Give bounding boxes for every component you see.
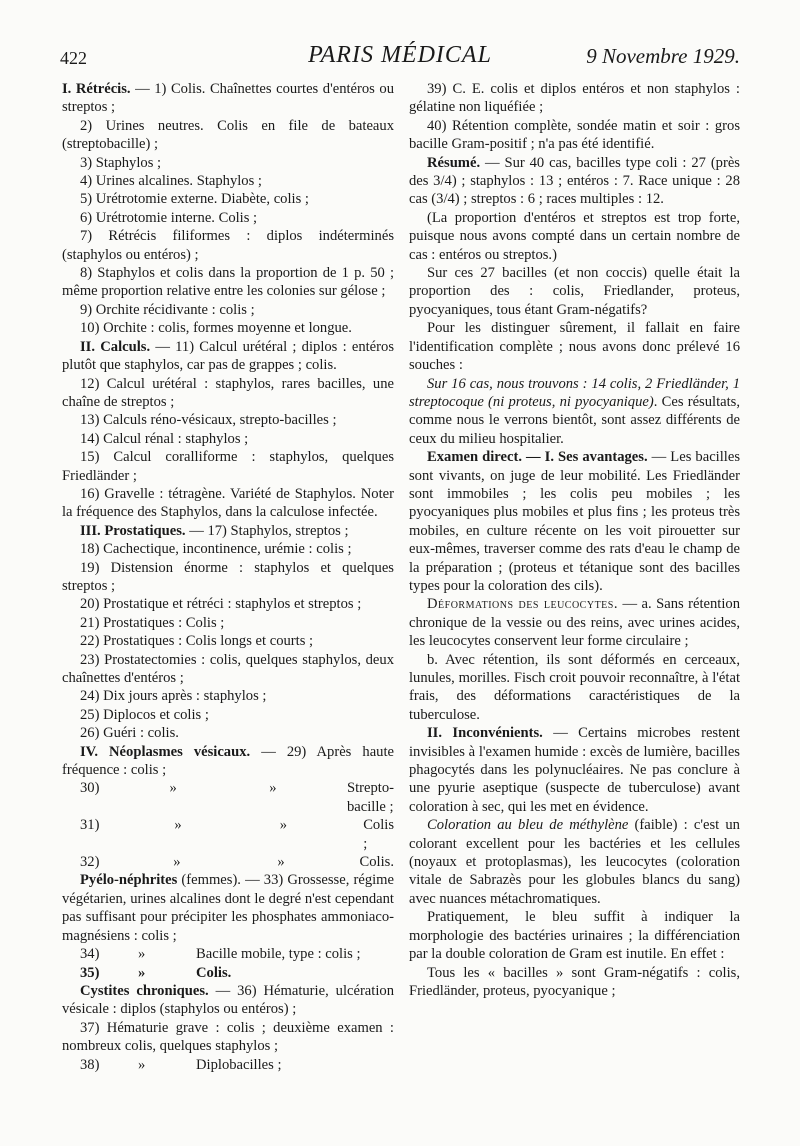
paragraph-text: (femmes). — 33) Grossesse, régime végétarien, urines alcalines dont le degré n'est cependant pas suffisant pour précipiter les phosphates ammoniaco-magnésiens : colis ; [62, 872, 394, 944]
paragraph [62, 982, 394, 1019]
row-number: 32) [80, 854, 100, 871]
row-text: Colis. [359, 854, 394, 871]
paragraph-text: — a. Sans rétention chronique de la vessie ou des reins, avec urines acides, les leucocytes conservent leur forme circulaire ; [409, 596, 740, 650]
section-heading: Examen direct. — I. Ses avantages. [427, 449, 648, 466]
paragraph: 22) Prostatiques : Colis longs et courts ; [80, 633, 314, 650]
list-row [62, 779, 394, 816]
paragraph: Tous les « bacilles » sont Gram-négatifs : colis, Friedländer, proteus, pyocyanique ; [409, 964, 740, 999]
section-heading: Pyélo-néphrites [80, 872, 178, 889]
paragraph-text: — 36) Hématurie, ulcération vésicale : diplos (staphylos ou entéros) ; [62, 982, 394, 1018]
row-text: Strepto-bacille ; [346, 780, 394, 815]
paragraph: 9) Orchite récidivante : colis ; [80, 301, 255, 318]
paragraph: Sur ces 27 bacilles (et non coccis) quelle était la proportion des : colis, Friedlander, proteus, pyocyaniques, tous étant Gram-négatifs? [409, 265, 740, 318]
paragraph [409, 375, 740, 449]
paragraph [409, 154, 740, 209]
paragraph [409, 448, 740, 595]
paragraph: 3) Staphylos ; [80, 154, 162, 171]
paragraph: 19) Distension énorme : staphylos et quelques streptos ; [62, 559, 394, 594]
section-heading: Cystites chroniques. [80, 982, 209, 999]
row-text: Bacille mobile, type : colis ; [196, 946, 361, 963]
italic-text: Sur 16 cas, nous trouvons : 14 colis, 2 Friedländer, 1 streptocoque (ni proteus, ni pyocyanique) [409, 375, 740, 410]
row-text: Colis. [196, 964, 232, 981]
paragraph: 37) Hématurie grave : colis ; deuxième examen : nombreux colis, quelques staphylos ; [62, 1019, 394, 1055]
paragraph-text: — Certains microbes restent invisibles à l'examen humide : excès de lumière, bacilles phagocytés dans les polynucléaires. Ne pas conclure à une pyurie aseptique (suspecte de tuberculose) avant coloration à sec, qui les met en évidence. [409, 725, 740, 815]
paragraph: 7) Rétrécis filiformes : diplos indéterminés (staphylos ou entéros) ; [62, 228, 394, 263]
page-number: 422 [60, 48, 87, 68]
paragraph: 6) Urétrotomie interne. Colis ; [80, 209, 258, 226]
paragraph: 5) Urétrotomie externe. Diabète, colis ; [80, 191, 309, 208]
paragraph-text: — 1) Colis. Chaînettes courtes d'entéros ou streptos ; [62, 81, 394, 116]
right-column [409, 80, 740, 1000]
paragraph: 39) C. E. colis et diplos entéros et non staphylos : gélatine non liquéfiée ; [409, 81, 740, 116]
list-row [62, 1056, 394, 1074]
list-row [62, 816, 394, 853]
paragraph: 40) Rétention complète, sondée matin et soir : gros bacille Gram-positif ; n'a pas été identifié. [409, 117, 740, 153]
paragraph: b. Avec rétention, ils sont déformés en cerceaux, lunules, morilles. Fisch croit pouvoir reconnaître, à l'état frais, des déformations caractéristiques de la tuberculose. [409, 651, 740, 723]
ditto-mark: » [138, 1056, 146, 1073]
paragraph-text: — 17) Staphylos, streptos ; [185, 522, 349, 539]
paragraph: 26) Guéri : colis. [80, 725, 179, 742]
paragraph [62, 522, 394, 540]
section-heading: Déformations des leucocytes. [427, 596, 619, 613]
row-number: 38) [80, 1056, 100, 1073]
paragraph-text: — Sur 40 cas, bacilles type coli : 27 (près des 3/4) ; staphylos : 13 ; entéros : 7. Race unique : 28 cas (3/4) ; streptos : 6 ; races multiples : 12. [409, 154, 740, 208]
paragraph: 20) Prostatique et rétréci : staphylos et streptos ; [80, 596, 362, 613]
section-heading: I. Rétrécis. [62, 81, 131, 97]
paragraph-text: — 11) Calcul urétéral ; diplos : entéros plutôt que staphylos, car pas de grappes ; colis. [62, 338, 394, 374]
issue-date: 9 Novembre 1929. [586, 44, 740, 68]
paragraph: 23) Prostatectomies : colis, quelques staphylos, deux chaînettes d'entéros ; [62, 651, 394, 686]
section-heading: IV. Néoplasmes vésicaux. [80, 743, 251, 760]
paragraph: 25) Diplocos et colis ; [80, 706, 209, 723]
paragraph: 15) Calcul coralliforme : staphylos, quelques Friedländer ; [62, 449, 394, 484]
paragraph: Pratiquement, le bleu suffit à indiquer la morphologie des bactéries urinaires ; la différenciation par la double coloration de Gram est inutile. En effet : [409, 909, 740, 963]
paragraph [409, 595, 740, 650]
paragraph-text: — 29) Après haute fréquence : colis ; [62, 743, 394, 779]
row-number: 34) [80, 946, 100, 963]
paragraph [62, 743, 394, 780]
running-header [60, 38, 740, 78]
paragraph: Pour les distinguer sûrement, il fallait en faire l'identification complète ; nous avons donc prélevé 16 souches : [409, 320, 740, 374]
section-heading: Résumé. [427, 154, 481, 171]
paragraph-text: — Les bacilles sont vivants, on juge de leur mobilité. Les Friedländer sont immobiles ; les colis peu mobiles ; les pyocyaniques plus mobiles et plus fins ; les proteus très mobiles, en culture récente on les voit pirouetter sur eux-mêmes, traverser comme des rats d'eau le champ de la préparation ; (proteus et tétanique sont des bacilles types pour la coloration des cils). [409, 449, 740, 594]
row-number: 35) [80, 964, 100, 981]
paragraph: 13) Calculs réno-vésicaux, strepto-bacilles ; [80, 412, 337, 429]
ditto-mark: » [138, 964, 146, 981]
paragraph: (La proportion d'entéros et streptos est trop forte, puisque nous avons compté dans un certain nombre de cas : entéros ou streptos.) [409, 209, 740, 263]
ditto-mark: » [277, 854, 285, 871]
paragraph [62, 80, 394, 117]
row-number: 30) [80, 780, 100, 797]
row-text: Colis ; [363, 817, 395, 852]
paragraph [409, 816, 740, 908]
paragraph: 10) Orchite : colis, formes moyenne et longue. [80, 320, 352, 337]
ditto-mark: » [138, 946, 146, 963]
ditto-mark: » [279, 817, 288, 834]
italic-text: Coloration au bleu de méthylène [427, 817, 629, 834]
ditto-mark: » [169, 780, 177, 797]
paragraph-text: . Ces résultats, comme nous le verrons bientôt, sont assez différents de ceux du milieu hospitalier. [409, 393, 740, 447]
section-heading: II. Calculs. [80, 338, 151, 355]
list-row [62, 964, 394, 982]
paragraph: 8) Staphylos et colis dans la proportion de 1 p. 50 ; même proportion relative entre les colonies sur gélose ; [62, 265, 394, 300]
list-row [62, 945, 394, 963]
left-column [62, 80, 394, 1074]
paragraph: 12) Calcul urétéral : staphylos, rares bacilles, une chaîne de streptos ; [62, 375, 394, 410]
paragraph [62, 871, 394, 945]
paragraph-text: (faible) : c'est un colorant excellent pour les bactéries et les cellules (noyaux et protoplasmas), les leucocytes (coloration vitale de Sabrazès pour les globules blancs du sang) avec nuances métachromatiques. [409, 817, 740, 907]
paragraph: 4) Urines alcalines. Staphylos ; [80, 173, 262, 190]
ditto-mark: » [269, 780, 277, 797]
list-row [62, 853, 394, 871]
paragraph: 24) Dix jours après : staphylos ; [80, 688, 267, 705]
paragraph: 21) Prostatiques : Colis ; [80, 614, 225, 631]
paragraph: 16) Gravelle : tétragène. Variété de Staphylos. Noter la fréquence des Staphylos, dans la calculose infectée. [62, 485, 394, 521]
paragraph [62, 338, 394, 375]
section-heading: III. Prostatiques. [80, 522, 186, 539]
row-text: Diplobacilles ; [196, 1056, 282, 1073]
paragraph: 18) Cachectique, incontinence, urémie : colis ; [80, 541, 352, 558]
ditto-mark: » [173, 854, 181, 871]
ditto-mark: » [174, 817, 182, 834]
row-number: 31) [80, 817, 100, 834]
paragraph: 2) Urines neutres. Colis en file de bateaux (streptobacille) ; [62, 117, 394, 153]
journal-title: PARIS MÉDICAL [308, 42, 492, 68]
paragraph [409, 724, 740, 816]
paragraph: 14) Calcul rénal : staphylos ; [80, 430, 249, 447]
section-heading: II. Inconvénients. [427, 725, 543, 742]
